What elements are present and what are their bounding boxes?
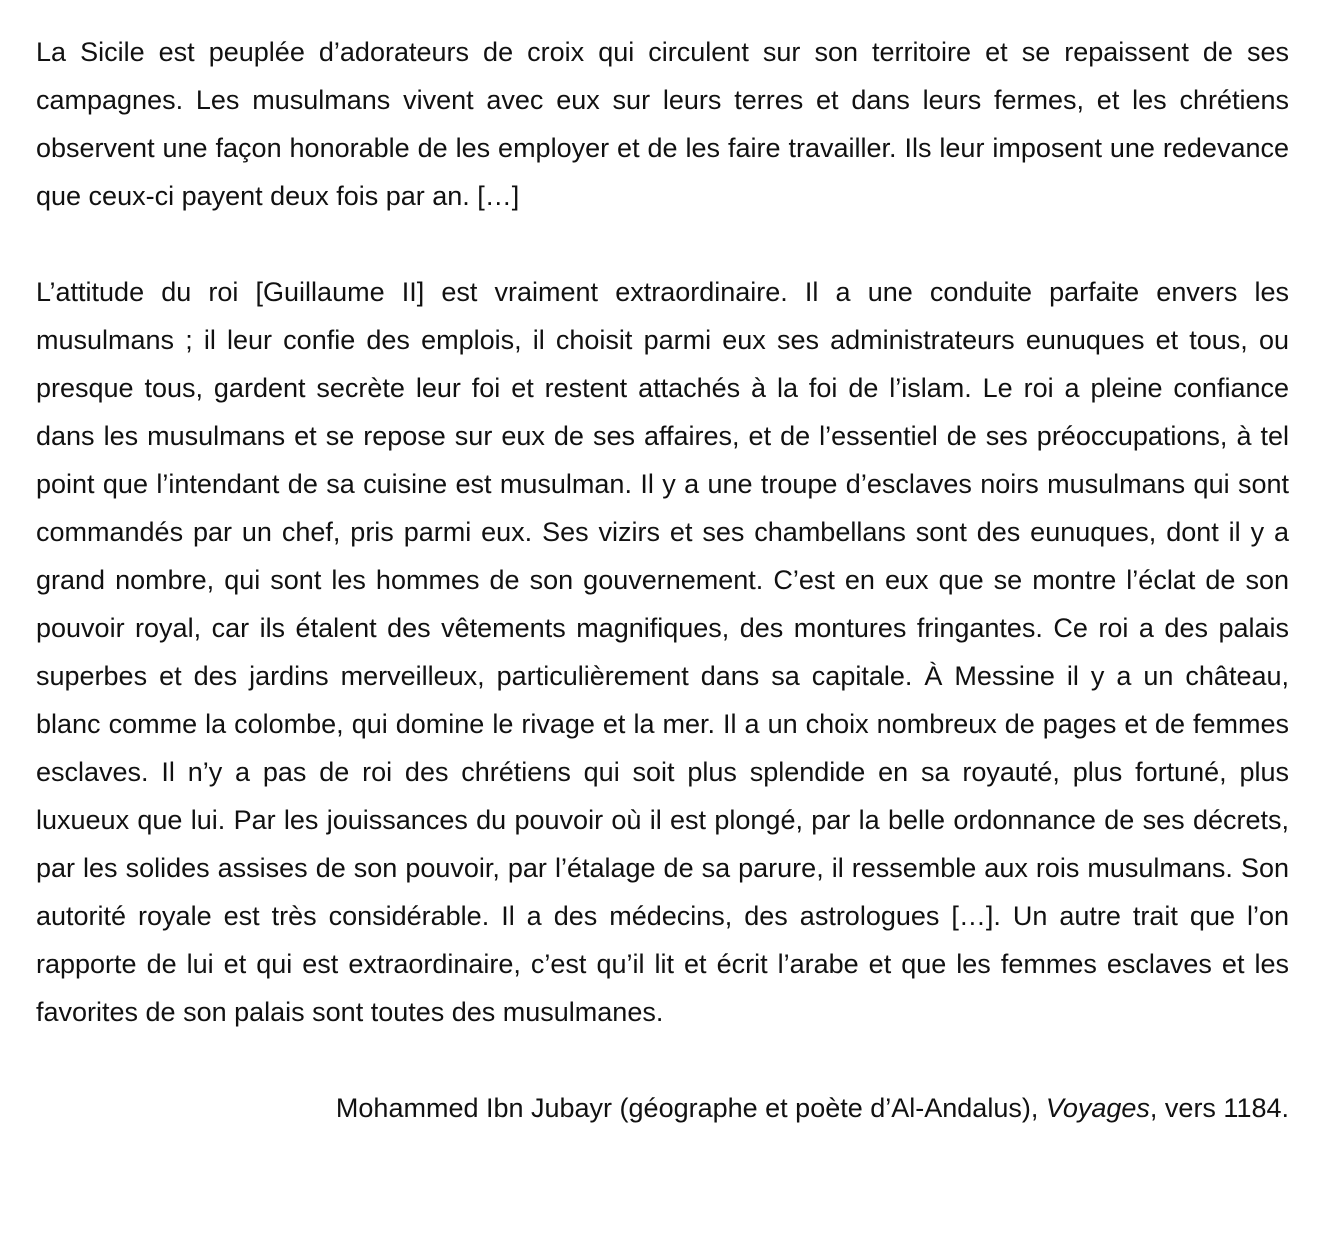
paragraph-spacer: [36, 220, 1289, 268]
document-page: [36, 28, 1289, 1132]
source-title: Voyages: [1045, 1093, 1150, 1123]
source-date: , vers 1184.: [1149, 1093, 1289, 1123]
paragraph-sicily: La Sicile est peuplée d’adorateurs de croix qui circulent sur son territoire et se repaissent de ses campagnes. Les musulmans vivent avec eux sur leurs terres et dans leurs fermes, et les chrétiens observent une façon honorable de les employer et de les faire travailler. Ils leur imposent une redevance que ceux-ci payent deux fois par an. […]: [36, 37, 1289, 211]
source-author: Mohammed Ibn Jubayr (géographe et poète d’Al-Andalus),: [335, 1093, 1046, 1123]
paragraph-king: L’attitude du roi [Guillaume II] est vraiment extraordinaire. Il a une conduite parfaite envers les musulmans ; il leur confie des emplois, il choisit parmi eux ses administrateurs eunuques et tous, ou presque tous, gardent secrète leur foi et restent attachés à la foi de l’islam. Le roi a pleine confiance dans les musulmans et se repose sur eux de ses affaires, et de l’essentiel de ses préoccupations, à tel point que l’intendant de sa cuisine est musulman. Il y a une troupe d’esclaves noirs musulmans qui sont commandés par un chef, pris parmi eux. Ses vizirs et ses chambellans sont des eunuques, dont il y a grand nombre, qui sont les hommes de son gouvernement. C’est en eux que se montre l’éclat de son pouvoir royal, car ils étalent des vêtements magnifiques, des montures fringantes. Ce roi a des palais superbes et des jardins merveilleux, particulièrement dans sa capitale. À Messine il y a un château, blanc comme la colombe, qui domine le rivage et la mer. Il a un choix nombreux de pages et de femmes esclaves. Il n’y a pas de roi des chrétiens qui soit plus splendide en sa royauté, plus fortuné, plus luxueux que lui. Par les jouissances du pouvoir où il est plongé, par la belle ordonnance de ses décrets, par les solides assises de son pouvoir, par l’étalage de sa parure, il ressemble aux rois musulmans. Son autorité royale est très considérable. Il a des médecins, des astrologues […]. Un autre trait que l’on rapporte de lui et qui est extraordinaire, c’est qu’il lit et écrit l’arabe et que les femmes esclaves et les favorites de son palais sont toutes des musulmanes.: [36, 277, 1289, 1027]
source-citation: [36, 1084, 1289, 1132]
